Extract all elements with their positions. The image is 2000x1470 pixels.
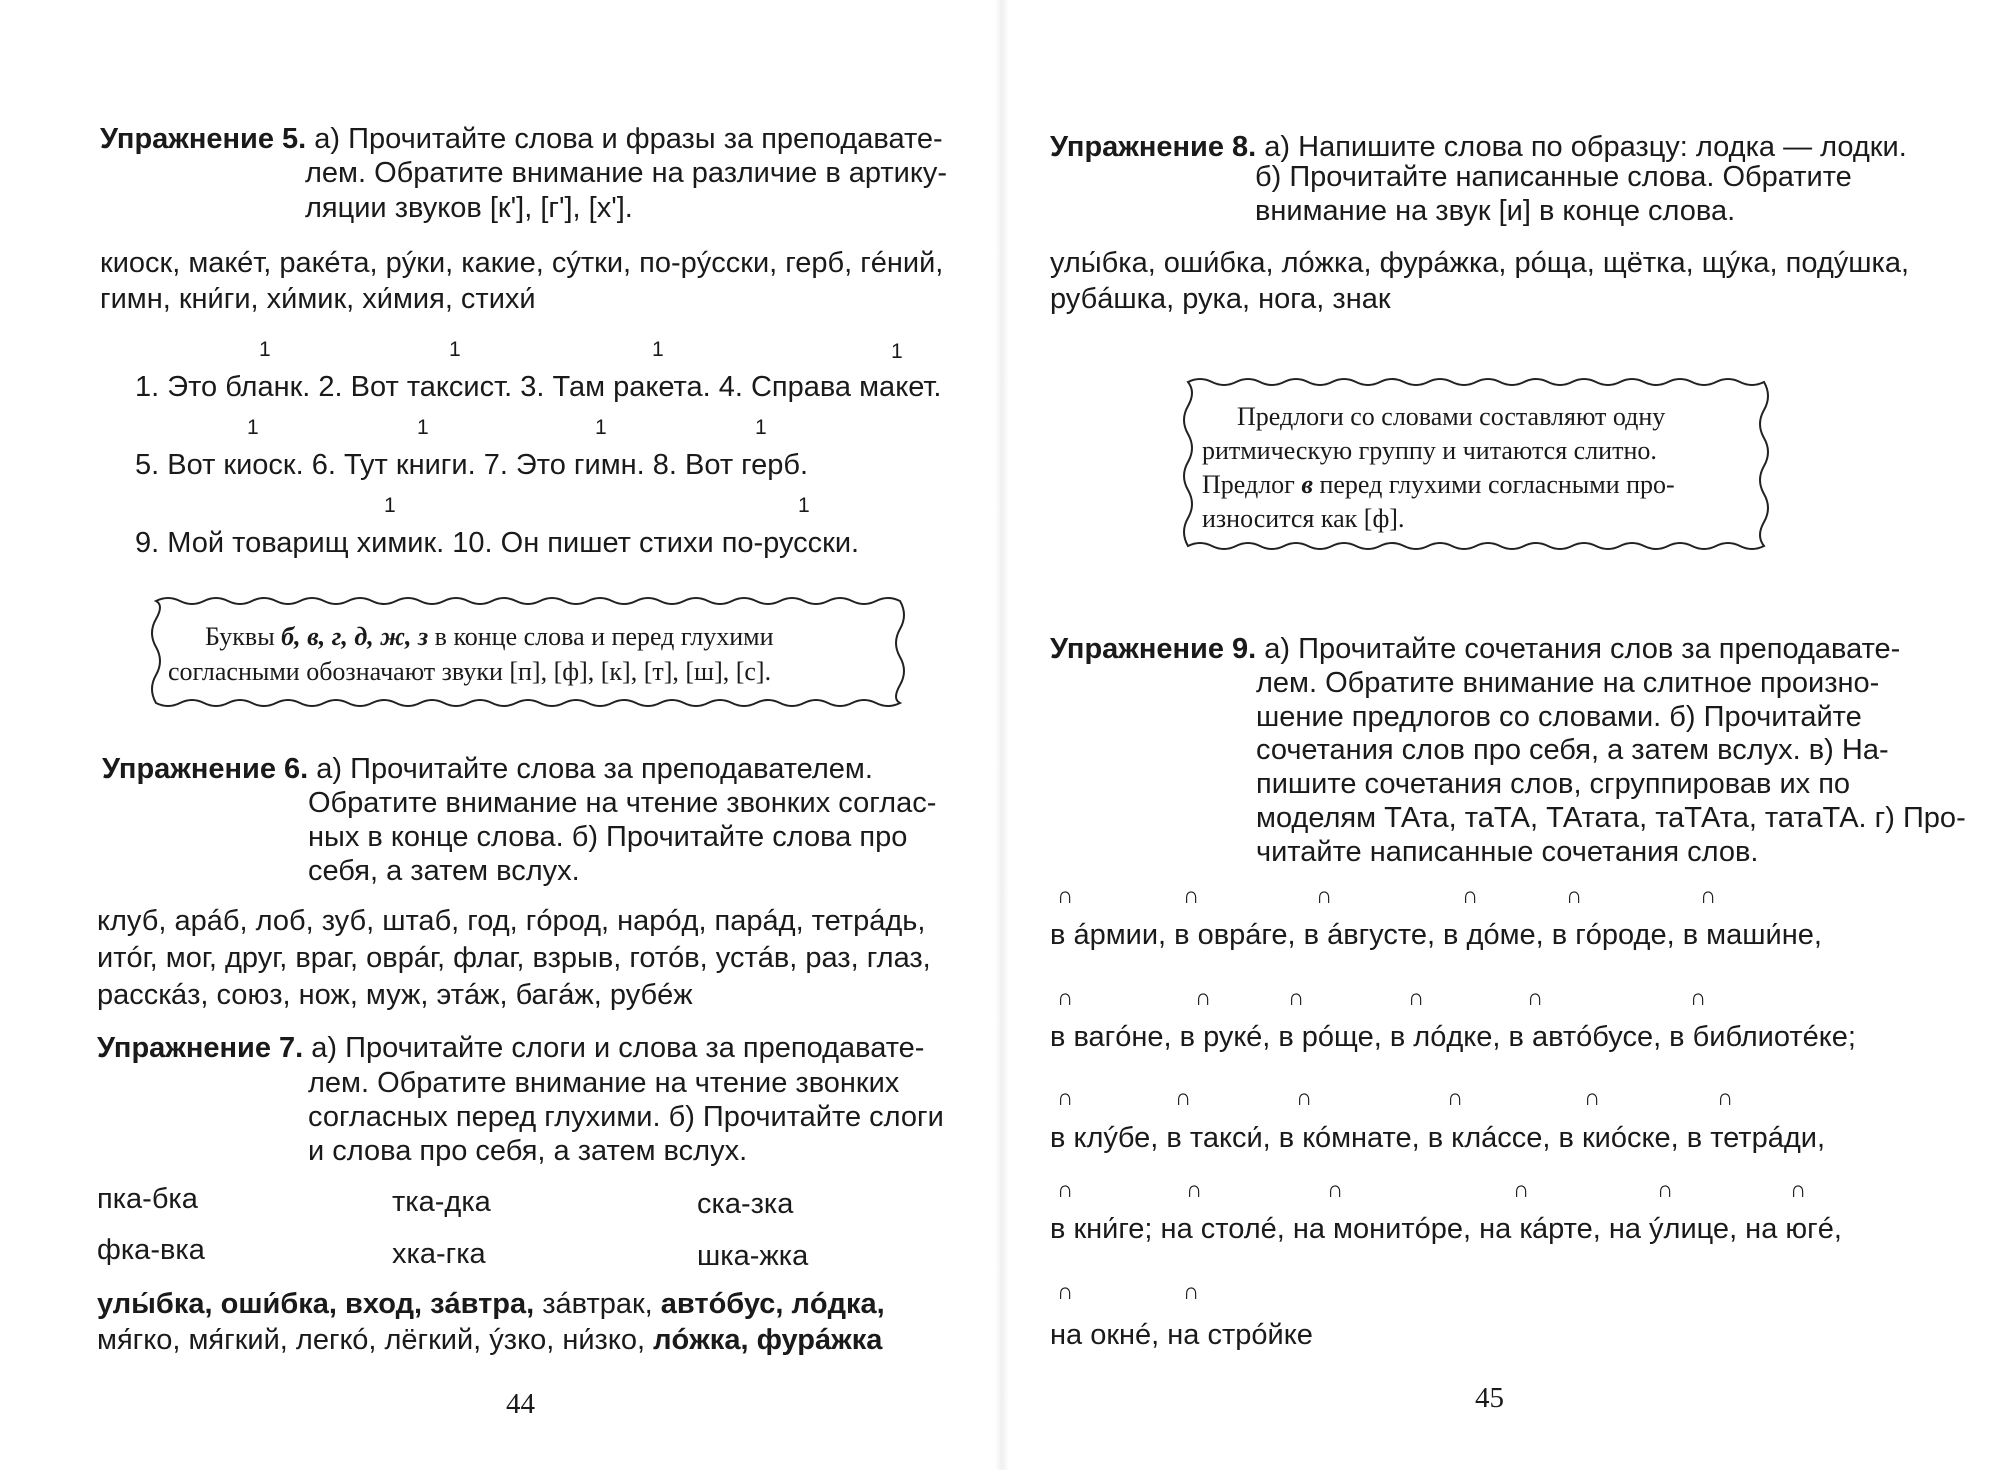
rule-1-line-2: согласными обозначают звуки [п], [ф], [к], [т], [ш], [с]. [168, 657, 772, 686]
ex8-title: Упражнение 8. [1050, 131, 1257, 163]
ex6-task-line-4: себя, а затем вслух. [308, 855, 580, 887]
ex9-task-line-4: сочетания слов про себя, а затем вслух. в) На- [1256, 734, 1889, 766]
ex9-task-line-1: а) Прочитайте сочетания слов за преподавате- [1264, 633, 1901, 665]
stress-mark: 1 [384, 494, 396, 517]
ex7-words-line-2: мя́гко, мя́гкий, легкó, лёгкий, ýзко, ни́зко, лóжка, фурáжка [97, 1324, 883, 1356]
right-page [1000, 0, 2000, 1470]
ex5-phrase-line-2: 5. Вот киоск. 6. Тут книги. 7. Это гимн. 8. Вот герб. [135, 449, 809, 481]
ex7-task-line-1: а) Прочитайте слоги и слова за преподавате- [311, 1032, 925, 1064]
link-mark-icon: ∩ [1690, 984, 1707, 1010]
link-mark-icon: ∩ [1057, 882, 1074, 908]
rule-2-letter: в [1301, 470, 1313, 499]
ex6-task-line-2: Обратите внимание на чтение звонких соглас- [308, 787, 937, 819]
ex9-line-2: в вагóне, в рукé, в рóще, в лóдке, в автóбусе, в библиотéке; [1050, 1021, 1856, 1053]
link-mark-icon: ∩ [1195, 984, 1212, 1010]
ex9-task-line-5: пишите сочетания слов, сгруппировав их по [1256, 768, 1851, 800]
ex7-words-line-1: улы́бка, оши́бка, вход, зáвтра, зáвтрак, автóбус, лóдка, [97, 1288, 885, 1320]
link-mark-icon: ∩ [1183, 882, 1200, 908]
link-mark-icon: ∩ [1408, 984, 1425, 1010]
ex7-title: Упражнение 7. [97, 1032, 304, 1064]
link-mark-icon: ∩ [1183, 1278, 1200, 1304]
stress-mark: 1 [417, 416, 429, 439]
ex6-words-line-1: клуб, арáб, лоб, зуб, штаб, год, гóрод, нарóд, парáд, тетрáдь, [97, 905, 926, 937]
link-mark-icon: ∩ [1327, 1176, 1344, 1202]
page-number: 44 [506, 1388, 535, 1420]
stress-mark: 1 [652, 338, 664, 361]
ex7-title-line [97, 1031, 924, 1065]
ex8-title-line [1050, 130, 1907, 164]
ex6-task-line-1: а) Прочитайте слова за преподавателем. [316, 753, 873, 785]
ex9-task-line-7: читайте написанные сочетания слов. [1256, 836, 1759, 868]
link-mark-icon: ∩ [1175, 1084, 1192, 1110]
link-mark-icon: ∩ [1717, 1084, 1734, 1110]
link-mark-icon: ∩ [1057, 1084, 1074, 1110]
ex5-task-line-3: ляции звуков [к'], [г'], [х']. [305, 192, 633, 224]
ex5-title-line [100, 122, 943, 156]
link-mark-icon: ∩ [1057, 1278, 1074, 1304]
rule-2-line-1: Предлоги со словами составляют одну [1237, 402, 1666, 431]
link-mark-icon: ∩ [1657, 1176, 1674, 1202]
ex5-title: Упражнение 5. [100, 123, 307, 155]
ex9-task-line-6: моделям ТАта, таТА, ТАтата, таТАта, татаТА. г) Про- [1256, 802, 1966, 834]
stress-mark: 1 [247, 416, 259, 439]
link-mark-icon: ∩ [1527, 984, 1544, 1010]
syllable-pair: фка-вка [97, 1234, 205, 1266]
rule-2-line-2: ритмическую группу и читаются слитно. [1202, 436, 1657, 465]
ex8-words-line-1: улы́бка, оши́бка, лóжка, фурáжка, рóща, щётка, щýка, подýшка, [1050, 247, 1910, 279]
ex8-task-line-3: внимание на звук [и] в конце слова. [1255, 195, 1736, 227]
ex9-line-1: в áрмии, в оврáге, в áвгусте, в дóме, в гóроде, в маши́не, [1050, 919, 1822, 951]
rule-2-line-3: Предлог в перед глухими согласными про- [1202, 470, 1675, 499]
ex9-title-line [1050, 632, 1900, 666]
stress-mark: 1 [449, 338, 461, 361]
ex8-task-line-1: а) Напишите слова по образцу: лодка — лодки. [1264, 131, 1907, 163]
ex5-words-line-1: киоск, макéт, ракéта, рýки, какие, сýтки, по-рýсски, герб, гéний, [100, 247, 944, 279]
syllable-pair: хка-гка [392, 1238, 486, 1270]
ex8-task-line-2: б) Прочитайте написанные слова. Обратите [1255, 161, 1852, 193]
link-mark-icon: ∩ [1566, 882, 1583, 908]
rule-1-line-1: Буквы б, в, г, д, ж, з в конце слова и перед глухими [205, 622, 774, 651]
ex6-title: Упражнение 6. [102, 753, 309, 785]
stress-mark: 1 [798, 494, 810, 517]
rule-1-letters: б, в, г, д, ж, з [281, 622, 429, 651]
ex5-phrase-line-3: 9. Мой товарищ химик. 10. Он пишет стихи по-русски. [135, 527, 860, 559]
syllable-pair: ска-зка [697, 1188, 794, 1220]
ex6-title-line [102, 752, 873, 786]
syllable-pair: тка-дка [392, 1186, 491, 1218]
ex8-words-line-2: рубáшка, рука, нога, знак [1050, 283, 1391, 315]
link-mark-icon: ∩ [1296, 1084, 1313, 1110]
ex5-phrase-line-1: 1. Это бланк. 2. Вот таксист. 3. Там ракета. 4. Справа макет. [135, 371, 942, 403]
link-mark-icon: ∩ [1057, 984, 1074, 1010]
link-mark-icon: ∩ [1584, 1084, 1601, 1110]
link-mark-icon: ∩ [1462, 882, 1479, 908]
ex6-words-line-3: расскáз, союз, нож, муж, этáж, багáж, рубéж [97, 979, 693, 1011]
ex7-task-line-3: согласных перед глухими. б) Прочитайте слоги [308, 1101, 944, 1133]
stress-mark: 1 [259, 338, 271, 361]
ex9-line-4: в кни́ге; на столé, на монитóре, на кáрте, на ýлице, на югé, [1050, 1213, 1842, 1245]
ex5-words-line-2: гимн, кни́ги, хи́мик, хи́мия, стихи́ [100, 283, 536, 315]
ex5-task-line-2: лем. Обратите внимание на различие в артику- [305, 157, 948, 189]
rule-2-line-4: износится как [ф]. [1202, 504, 1405, 533]
ex9-task-line-2: лем. Обратите внимание на слитное произно- [1256, 667, 1880, 699]
ex6-task-line-3: ных в конце слова. б) Прочитайте слова про [308, 821, 908, 853]
link-mark-icon: ∩ [1790, 1176, 1807, 1202]
ex6-words-line-2: итóг, мог, друг, враг, оврáг, флаг, взрыв, готóв, устáв, раз, глаз, [97, 942, 931, 974]
stress-mark: 1 [755, 416, 767, 439]
ex9-line-5: на окнé, на стрóйке [1050, 1319, 1313, 1351]
link-mark-icon: ∩ [1186, 1176, 1203, 1202]
stress-mark: 1 [595, 416, 607, 439]
link-mark-icon: ∩ [1288, 984, 1305, 1010]
page-number: 45 [1475, 1382, 1504, 1414]
link-mark-icon: ∩ [1700, 882, 1717, 908]
link-mark-icon: ∩ [1057, 1176, 1074, 1202]
stress-mark: 1 [891, 340, 903, 363]
ex9-task-line-3: шение предлогов со словами. б) Прочитайте [1256, 701, 1862, 733]
ex7-task-line-4: и слова про себя, а затем вслух. [308, 1135, 748, 1167]
ex9-line-3: в клýбе, в такси́, в кóмнате, в клáссе, в киóске, в тетрáди, [1050, 1122, 1826, 1154]
link-mark-icon: ∩ [1513, 1176, 1530, 1202]
syllable-pair: пка-бка [97, 1183, 198, 1215]
ex5-task-line-1: а) Прочитайте слова и фразы за преподавате- [314, 123, 943, 155]
ex9-title: Упражнение 9. [1050, 633, 1257, 665]
link-mark-icon: ∩ [1447, 1084, 1464, 1110]
syllable-pair: шка-жка [697, 1240, 809, 1272]
link-mark-icon: ∩ [1316, 882, 1333, 908]
ex7-task-line-2: лем. Обратите внимание на чтение звонких [308, 1067, 900, 1099]
